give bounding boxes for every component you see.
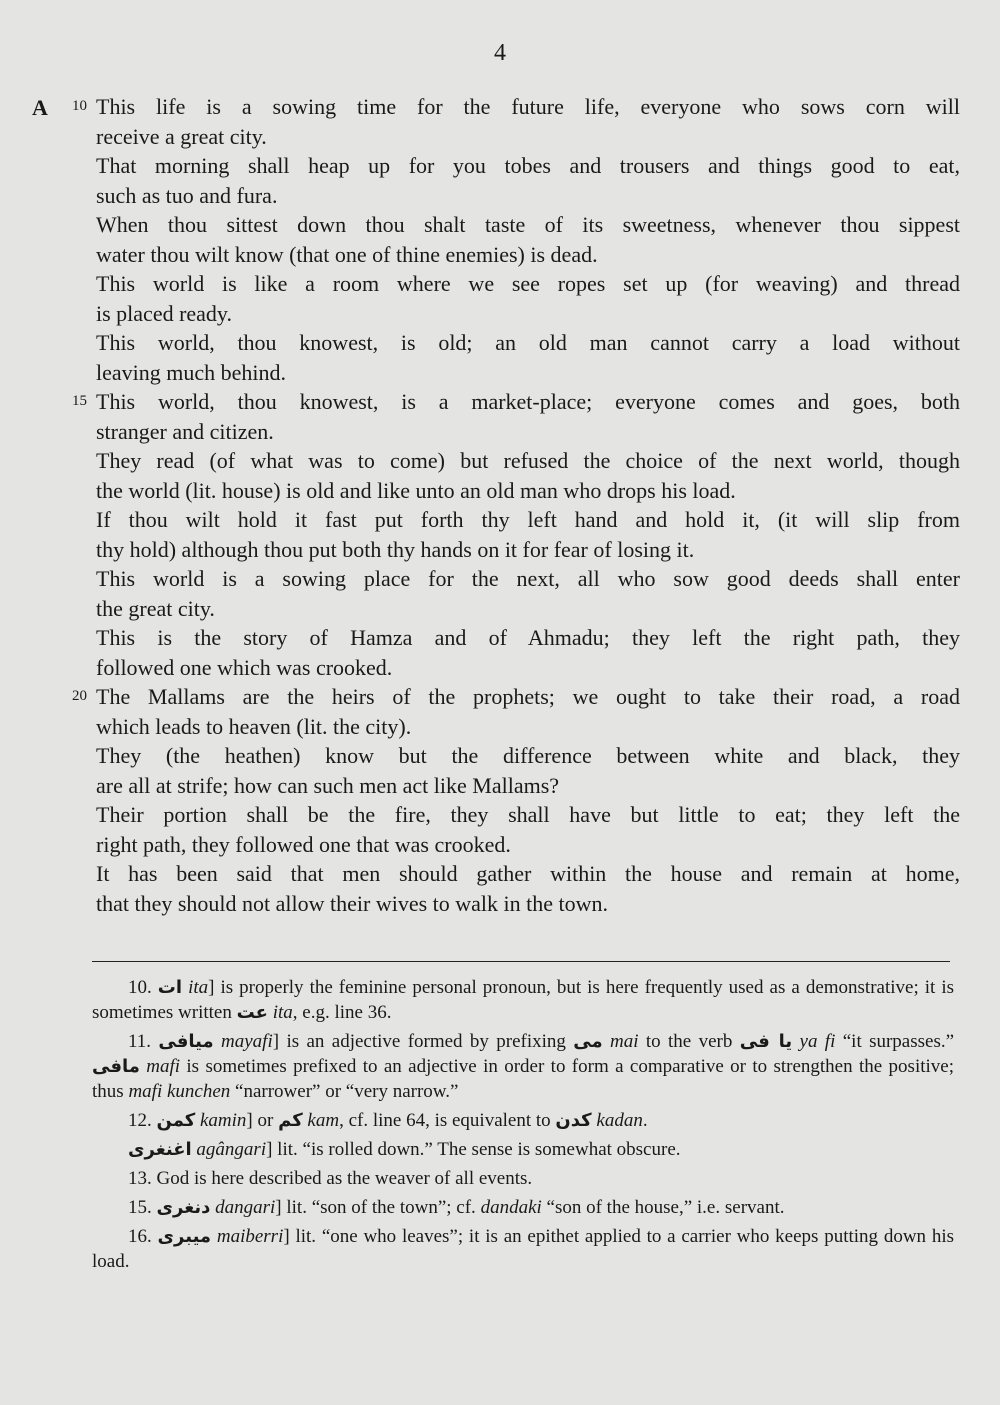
verse-line-first: They (the heathen) know but the difference between white and black, they: [96, 743, 960, 768]
arabic-word: دنغرى: [156, 1197, 211, 1218]
transliteration: ita: [188, 977, 209, 998]
verse-line-continuation: water thou wilt know (that one of thine enemies) is dead.: [96, 241, 598, 267]
footnote: [92, 1195, 954, 1220]
transliteration: ya fi: [799, 1031, 836, 1052]
footnote-text: , cf. line 64, is equivalent to: [339, 1110, 556, 1131]
footnote-text: [214, 1031, 221, 1052]
verse-line-continuation: followed one which was crooked.: [96, 654, 393, 680]
verse-line-first: This world, thou knowest, is old; an old man cannot carry a load without: [96, 330, 960, 355]
footnote-text: , e.g. line 36.: [292, 1002, 392, 1023]
transliteration: mai: [610, 1031, 639, 1052]
arabic-word: كمن: [156, 1110, 196, 1131]
verse-line-continuation: is placed ready.: [96, 300, 233, 326]
verse: [96, 800, 960, 859]
verse-line-first: Their portion shall be the fire, they shall have but little to eat; they left the: [96, 802, 960, 827]
footnote-text: 13. God is here described as the weaver of all events.: [128, 1168, 533, 1189]
verse-list: [72, 92, 960, 918]
footnote-text: ] is properly the feminine personal pronoun, but is here frequently used as a demonstrative; it is sometimes written: [92, 977, 955, 1023]
arabic-word: مافى: [92, 1056, 140, 1077]
transliteration: kadan: [596, 1110, 643, 1131]
footnote-text: to the verb: [638, 1031, 740, 1052]
verse-line-first: They read (of what was to come) but refused the choice of the next world, though: [96, 448, 960, 473]
footnote-divider: [92, 961, 950, 962]
arabic-word: يا فى: [739, 1031, 793, 1052]
footnote-text: [603, 1031, 610, 1052]
verse-line-first: This world is a sowing place for the next, all who sow good deeds shall enter: [96, 566, 960, 591]
verse: [96, 151, 960, 210]
verse-line-continuation: thy hold) although thou put both thy hands on it for fear of losing it.: [96, 536, 695, 562]
verse: [96, 859, 960, 918]
verse-line-first: This world, thou knowest, is a market-place; everyone comes and goes, both: [96, 389, 960, 414]
verse: [96, 210, 960, 269]
verse: [96, 269, 960, 328]
footnote-text: ] lit. “one who leaves”; it is an epithet applied to a carrier who keeps putting down his load.: [92, 1226, 955, 1272]
verse-line-continuation: are all at strife; how can such men act like Mallams?: [96, 772, 560, 798]
verse: [96, 446, 960, 505]
footnote: [92, 1029, 954, 1104]
footnote-text: 11.: [128, 1031, 159, 1052]
verse-line-first: This world is like a room where we see ropes set up (for weaving) and thread: [96, 271, 960, 296]
footnote: [92, 1224, 954, 1274]
verse-number: 10: [72, 98, 87, 114]
footnote-text: [792, 1031, 799, 1052]
footnote-text: ] lit. “son of the town”; cf.: [275, 1197, 481, 1218]
verse-line-first: If thou wilt hold it fast put forth thy left hand and hold it, (it will slip from: [96, 507, 960, 532]
verse-line-continuation: such as tuo and fura.: [96, 182, 278, 208]
footnote-text: “it surpasses.”: [835, 1031, 955, 1052]
verse-line-continuation: that they should not allow their wives to walk in the town.: [96, 890, 609, 916]
verse: [72, 92, 960, 151]
verse: [72, 387, 960, 446]
page-number: 4: [494, 40, 506, 66]
verse-line-continuation: the great city.: [96, 595, 215, 621]
transliteration: kam: [307, 1110, 340, 1131]
arabic-word: ميافى: [158, 1031, 214, 1052]
verse-line-continuation: stranger and citizen.: [96, 418, 274, 444]
verse-line-first: The Mallams are the heirs of the prophets; we ought to take their road, a road: [96, 684, 960, 709]
footnote-text: .: [642, 1110, 648, 1131]
verse-line-first: This is the story of Hamza and of Ahmadu; they left the right path, they: [96, 625, 960, 650]
arabic-word: اغنغرى: [128, 1139, 192, 1160]
footnote-text: ] is an adjective formed by prefixing: [272, 1031, 574, 1052]
verse-line-continuation: leaving much behind.: [96, 359, 287, 385]
transliteration: maiberri: [216, 1226, 284, 1247]
transliteration: agângari: [196, 1139, 267, 1160]
footnotes: [92, 975, 954, 1278]
verse-line-continuation: the world (lit. house) is old and like unto an old man who drops his load.: [96, 477, 736, 503]
verse: [96, 741, 960, 800]
footnote-text: “narrower” or “very narrow.”: [230, 1081, 459, 1102]
footnote-text: ] lit. “is rolled down.” The sense is somewhat obscure.: [266, 1139, 681, 1160]
footnote: [92, 1108, 954, 1133]
verse-line-continuation: receive a great city.: [96, 123, 267, 149]
verse: [96, 623, 960, 682]
transliteration: dandaki: [480, 1197, 542, 1218]
arabic-word: ميبرى: [157, 1226, 212, 1247]
transliteration: mafi kunchen: [128, 1081, 231, 1102]
footnote: [92, 975, 954, 1025]
footnote-text: 12.: [128, 1110, 157, 1131]
footnote-text: 16.: [128, 1226, 158, 1247]
footnote-text: 15.: [128, 1197, 157, 1218]
arabic-word: ات: [157, 977, 183, 998]
arabic-word: كم: [278, 1110, 303, 1131]
verse: [96, 328, 960, 387]
footnote-text: is sometimes prefixed to an adjective in order to form a comparative or to strengthen the positive; thus: [92, 1056, 954, 1102]
footnote-text: “son of the house,” i.e. servant.: [541, 1197, 785, 1218]
verse: [96, 505, 960, 564]
footnote: [92, 1166, 954, 1191]
verse-line-first: It has been said that men should gather within the house and remain at home,: [96, 861, 960, 886]
verse-number: 15: [72, 393, 87, 409]
side-label: A: [32, 95, 48, 120]
transliteration: mayafi: [221, 1031, 273, 1052]
footnote: [92, 1137, 954, 1162]
arabic-word: كدن: [555, 1110, 592, 1131]
transliteration: dangari: [215, 1197, 276, 1218]
verse-number: 20: [72, 688, 87, 704]
arabic-word: عت: [236, 1002, 268, 1023]
verse: [96, 564, 960, 623]
verse-line-first: When thou sittest down thou shalt taste of its sweetness, whenever thou sippest: [96, 212, 960, 237]
transliteration: mafi: [146, 1056, 181, 1077]
transliteration: ita: [272, 1002, 293, 1023]
verse-line-first: That morning shall heap up for you tobes and trousers and things good to eat,: [96, 153, 960, 178]
transliteration: kamin: [199, 1110, 247, 1131]
verse-line-first: This life is a sowing time for the future life, everyone who sows corn will: [96, 94, 960, 119]
verse: [72, 682, 960, 741]
arabic-word: مى: [573, 1031, 603, 1052]
verse-line-continuation: which leads to heaven (lit. the city).: [96, 713, 412, 739]
footnote-text: 10.: [128, 977, 158, 998]
footnote-text: ] or: [246, 1110, 279, 1131]
verse-line-continuation: right path, they followed one that was crooked.: [96, 831, 511, 857]
